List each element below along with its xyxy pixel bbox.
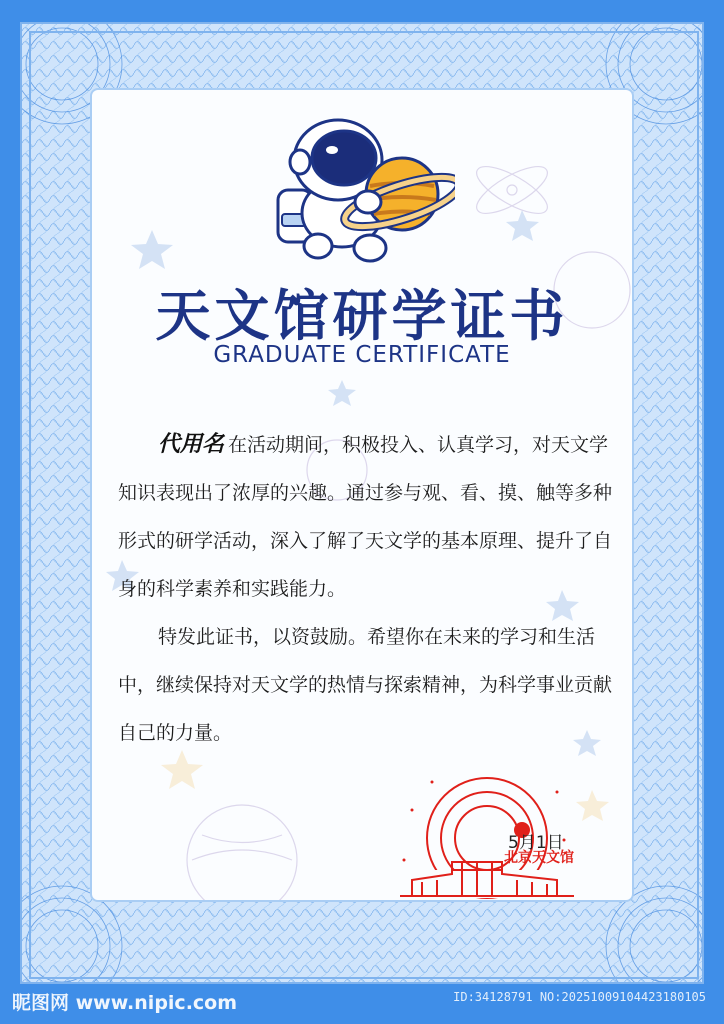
issue-date: 5月1日 [508, 833, 564, 853]
watermark-bar [0, 984, 724, 1024]
stamp-text: 北京天文馆 [504, 850, 574, 866]
paragraph-1-text: 在活动期间，积极投入、认真学习，对天文学知识表现出了浓厚的兴趣。通过参与观、看、摸、触等多种形式的研学活动，深入了解了天文学的基本原理、提升了自身的科学素养和实践能力。 [118, 434, 613, 600]
astronaut-illustration [270, 118, 455, 268]
watermark-site: 昵图网 www.nipic.com [12, 992, 238, 1014]
watermark-id: ID:34128791 NO:20251009104423180105 [453, 990, 706, 1004]
paragraph-2-text: 特发此证书，以资鼓励。希望你在未来的学习和生活中，继续保持对天文学的热情与探索精神，为科学事业贡献自己的力量。 [118, 626, 613, 744]
body-paragraph-2 [118, 613, 618, 757]
body-paragraph-1 [118, 420, 618, 613]
certificate-title: 天文馆研学证书 [155, 283, 569, 348]
recipient-name: 代用名 [158, 431, 225, 457]
certificate-body [118, 420, 618, 757]
certificate-subtitle: GRADUATE CERTIFICATE [213, 342, 511, 368]
